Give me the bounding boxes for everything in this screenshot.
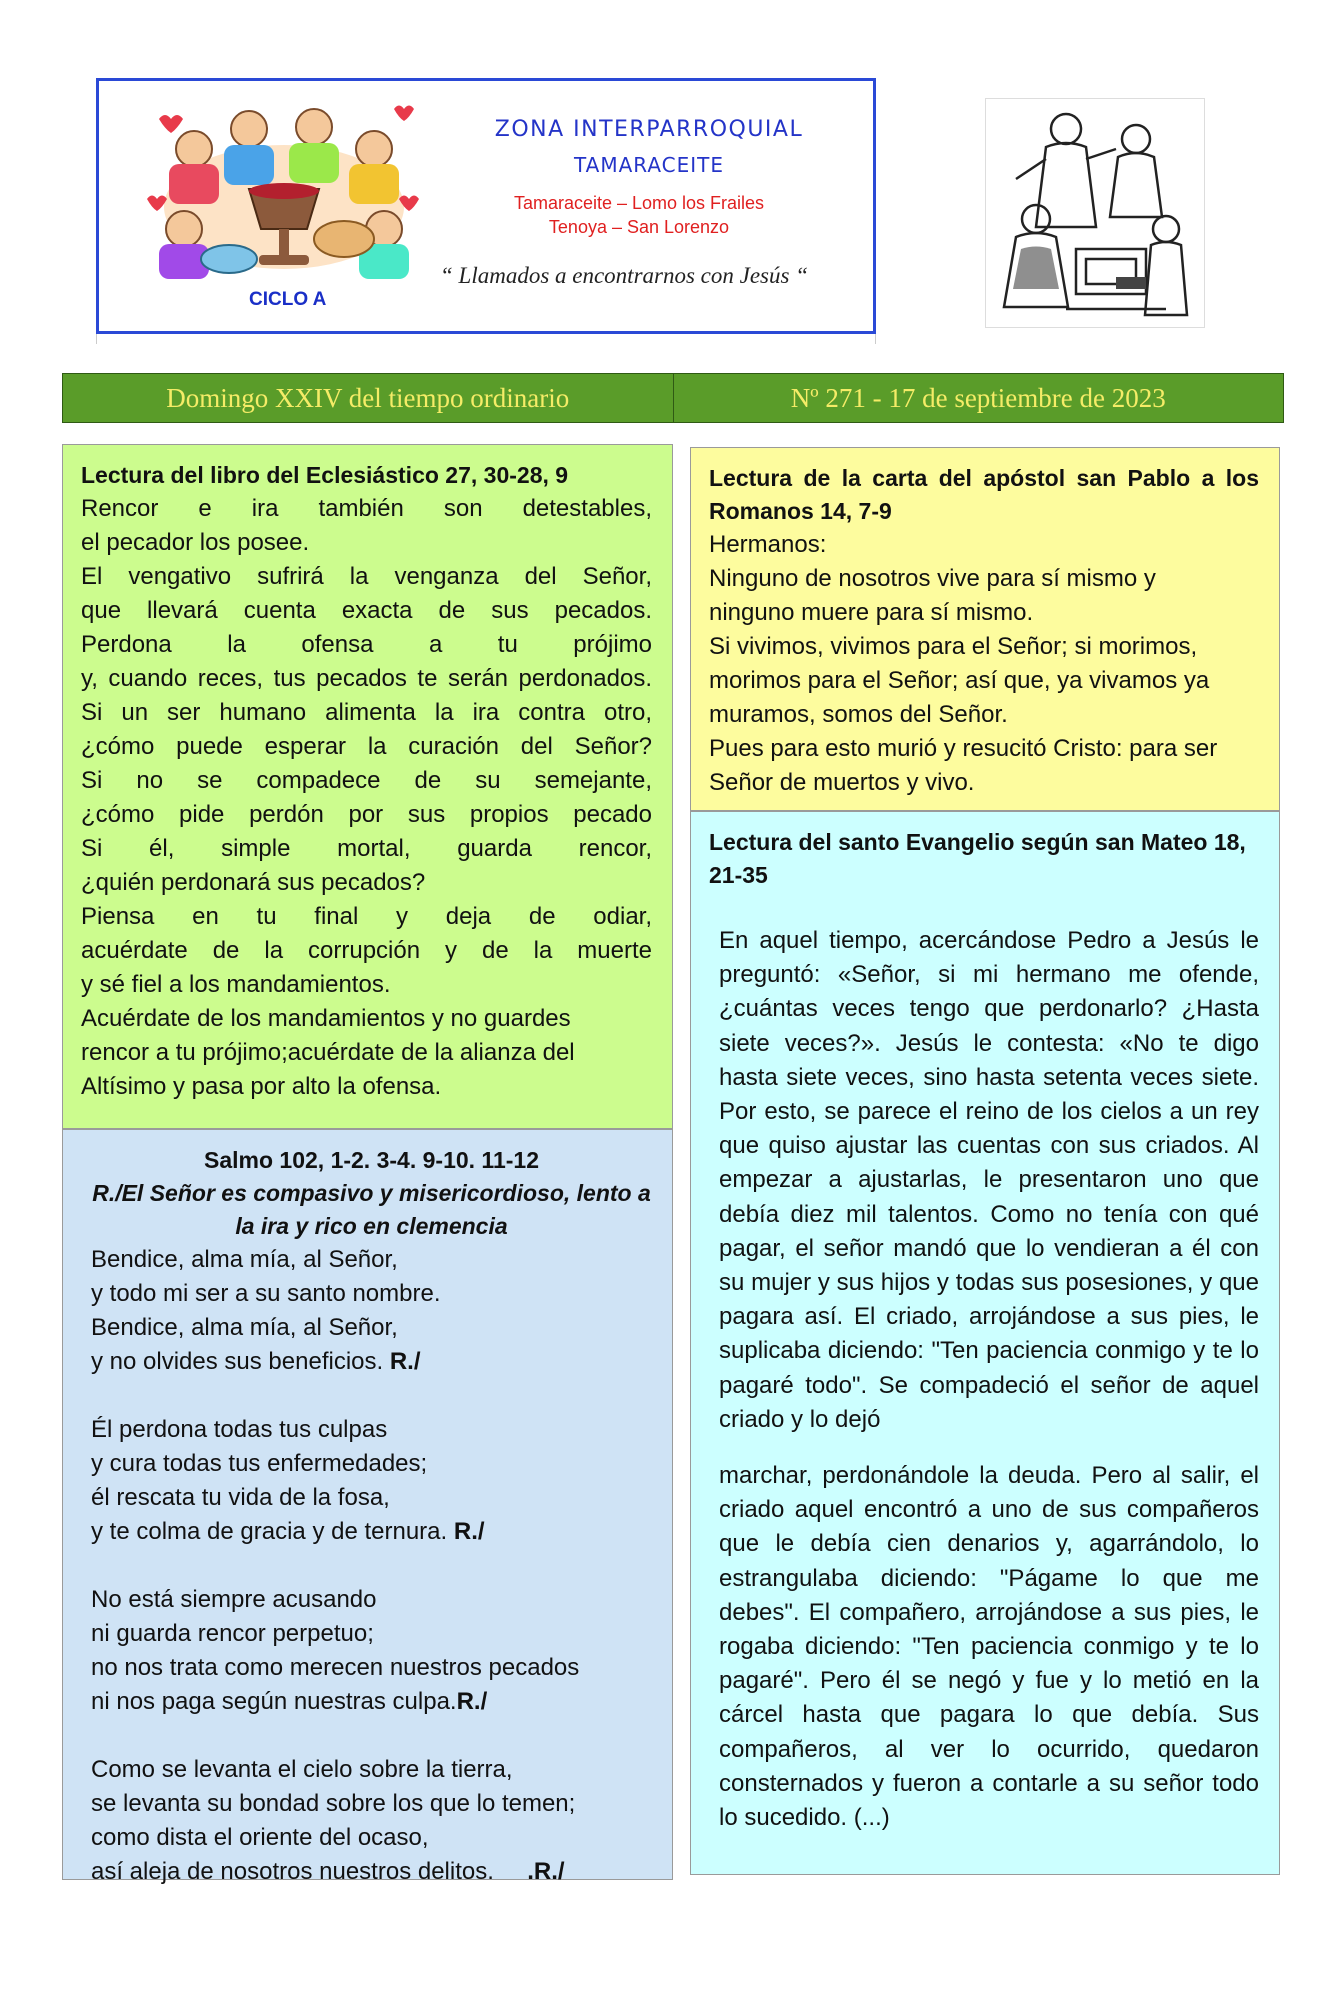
psalm-stanza	[91, 1753, 652, 1889]
psalm-line: él rescata tu vida de la fosa,	[91, 1484, 390, 1511]
psalm-line-text: así aleja de nosotros nuestros delitos.	[91, 1858, 494, 1885]
psalm-title: Salmo 102, 1-2. 3-4. 9-10. 11-12	[204, 1147, 539, 1173]
psalm-stanza	[91, 1243, 652, 1379]
psalm-line-text: y te colma de gracia y de ternura.	[91, 1518, 448, 1545]
reading-line: acuérdate de la corrupción y de la muerte	[81, 937, 652, 964]
psalm-stanza	[91, 1413, 652, 1549]
second-reading-text	[709, 528, 1259, 800]
psalm-line: y cura todas tus enfermedades;	[91, 1450, 428, 1477]
psalm-line-text: y no olvides sus beneficios.	[91, 1348, 384, 1375]
second-reading-box	[690, 447, 1280, 811]
liturgical-cycle: CICLO A	[249, 289, 327, 310]
sunday-title: Domingo XXIV del tiempo ordinario	[166, 382, 570, 413]
gospel-box	[690, 811, 1280, 1875]
parishes-line-2: Tenoya – San Lorenzo	[548, 217, 730, 237]
gospel-paragraph-1: En aquel tiempo, acercándose Pedro a Jesús le preguntó: «Señor, si mi hermano me ofende, ¿cuántas veces tengo que perdonarlo? ¿Hasta siete veces?». Jesús le contesta: «No te digo hasta siete veces, sino hasta setenta veces siete. Por esto, se parece el reino de los cielos a un rey que quiso ajustar las cuentas con sus criados. Al empezar a ajustarlas, le presentaron uno que debía diez mil talentos. Como no tenía con qué pagar, el señor mandó que lo vendieran a él con su mujer y sus hijos y todas sus posesiones, y que pagara así. El criado, arrojándose a sus pies, le suplicaba diciendo: "Ten paciencia conmigo y te lo pagaré todo". Se compadeció el señor de aquel criado y lo dejó	[719, 927, 1259, 1433]
psalm-stanza	[91, 1583, 652, 1719]
first-reading-box	[62, 444, 673, 1129]
gospel-title: Lectura del santo Evangelio según san Mateo 18, 21-35	[709, 829, 1246, 888]
first-reading-text	[81, 492, 652, 1104]
motto: “ Llamados a encontrarnos con Jesús “	[439, 263, 808, 288]
psalm-line: ni guarda rencor perpetuo;	[91, 1620, 374, 1647]
reading-line: Señor de muertos y vivo.	[709, 769, 975, 796]
psalm-line	[91, 1685, 652, 1719]
reading-line: ¿quién perdonará sus pecados?	[81, 869, 426, 896]
header-box	[96, 78, 876, 334]
reading-line: muramos, somos del Señor.	[709, 701, 1008, 728]
issue-number-date: Nº 271 - 17 de septiembre de 2023	[673, 374, 1284, 422]
response-mark: R./	[456, 1688, 488, 1715]
reading-line: El vengativo sufrirá la venganza del Señor,	[81, 563, 652, 590]
psalm-line	[91, 1345, 652, 1379]
first-reading-title: Lectura del libro del Eclesiástico 27, 30-28, 9	[81, 462, 569, 488]
reading-line: Si no se compadece de su semejante,	[81, 767, 652, 794]
reading-line: Hermanos:	[709, 531, 827, 558]
reading-line: que llevará cuenta exacta de sus pecados.	[81, 597, 652, 624]
psalm-line: se levanta su bondad sobre los que lo temen;	[91, 1790, 576, 1817]
reading-line: Si vivimos, vivimos para el Señor; si morimos,	[709, 633, 1198, 660]
response-mark: R./	[389, 1348, 421, 1375]
psalm-line: Bendice, alma mía, al Señor,	[91, 1314, 398, 1341]
psalm-line: no nos trata como merecen nuestros pecados	[91, 1654, 580, 1681]
reading-line: morimos para el Señor; así que, ya vivamos ya	[709, 667, 1210, 694]
psalm-line	[91, 1515, 652, 1549]
header-underline	[96, 334, 876, 344]
children-eucharist-illustration	[139, 89, 429, 289]
psalm-line-text: ni nos paga según nuestras culpa.	[91, 1688, 457, 1715]
reading-line: el pecador los posee.	[81, 529, 310, 556]
gospel-paragraph-2: marchar, perdonándole la deuda. Pero al salir, el criado aquel encontró a uno de sus compañeros que le debía cien denarios y, agarrándolo, lo estrangulaba diciendo: "Págame lo que me debes". El compañero, arrojándose a sus pies, le rogaba diciendo: "Ten paciencia conmigo y te lo pagaré". Pero él se negó y fue y lo metió en la cárcel hasta que pagara lo que debía. Sus compañeros, al ver lo ocurrido, quedaron consternados y fueron a contarle a su señor todo lo sucedido. (...)	[719, 1462, 1259, 1832]
response-mark: .R./	[527, 1858, 565, 1885]
reading-line: y, cuando reces, tus pecados te serán perdonados.	[81, 665, 652, 692]
reading-line: y sé fiel a los mandamientos.	[81, 971, 391, 998]
reading-line: ¿cómo puede esperar la curación del Señor?	[81, 733, 652, 760]
reading-line: Acuérdate de los mandamientos y no guardes	[81, 1005, 571, 1032]
date-banner	[62, 373, 1284, 423]
psalm-box	[62, 1129, 673, 1885]
reading-line: Si él, simple mortal, guarda rencor,	[81, 835, 652, 862]
reading-line: Altísimo y pasa por alto la ofensa.	[81, 1073, 442, 1100]
psalm-response: R./El Señor es compasivo y misericordioso, lento a la ira y rico en clemencia	[92, 1180, 651, 1239]
zone-title: ZONA INTERPARROQUIAL	[494, 117, 804, 142]
psalm-line: Él perdona todas tus culpas	[91, 1416, 388, 1443]
psalm-line: como dista el oriente del ocaso,	[91, 1824, 429, 1851]
reading-line: rencor a tu prójimo;acuérdate de la alianza del	[81, 1039, 575, 1066]
psalm-line: Como se levanta el cielo sobre la tierra,	[91, 1756, 513, 1783]
reading-line: Perdona la ofensa a tu prójimo	[81, 631, 652, 658]
zone-subtitle: TAMARACEITE	[573, 153, 725, 177]
second-reading-title: Lectura de la carta del apóstol san Pablo a los Romanos 14, 7-9	[709, 465, 1259, 524]
reading-line: Pues para esto murió y resucitó Cristo: para ser	[709, 735, 1218, 762]
reading-line: ninguno muere para sí mismo.	[709, 599, 1034, 626]
psalm-line: Bendice, alma mía, al Señor,	[91, 1246, 398, 1273]
reading-line: Piensa en tu final y deja de odiar,	[81, 903, 652, 930]
psalm-line: No está siempre acusando	[91, 1586, 377, 1613]
response-mark: R./	[453, 1518, 485, 1545]
reading-line: Rencor e ira también son detestables,	[81, 495, 652, 522]
reading-line: Ninguno de nosotros vive para sí mismo y	[709, 565, 1156, 592]
psalm-line	[91, 1855, 652, 1889]
reading-line: ¿cómo pide perdón por sus propios pecado	[81, 801, 652, 828]
reading-line: Si un ser humano alimenta la ira contra otro,	[81, 699, 652, 726]
psalm-line: y todo mi ser a su santo nombre.	[91, 1280, 441, 1307]
parishes-line-1: Tamaraceite – Lomo los Frailes	[513, 193, 765, 213]
jesus-sketch-illustration	[985, 98, 1205, 328]
